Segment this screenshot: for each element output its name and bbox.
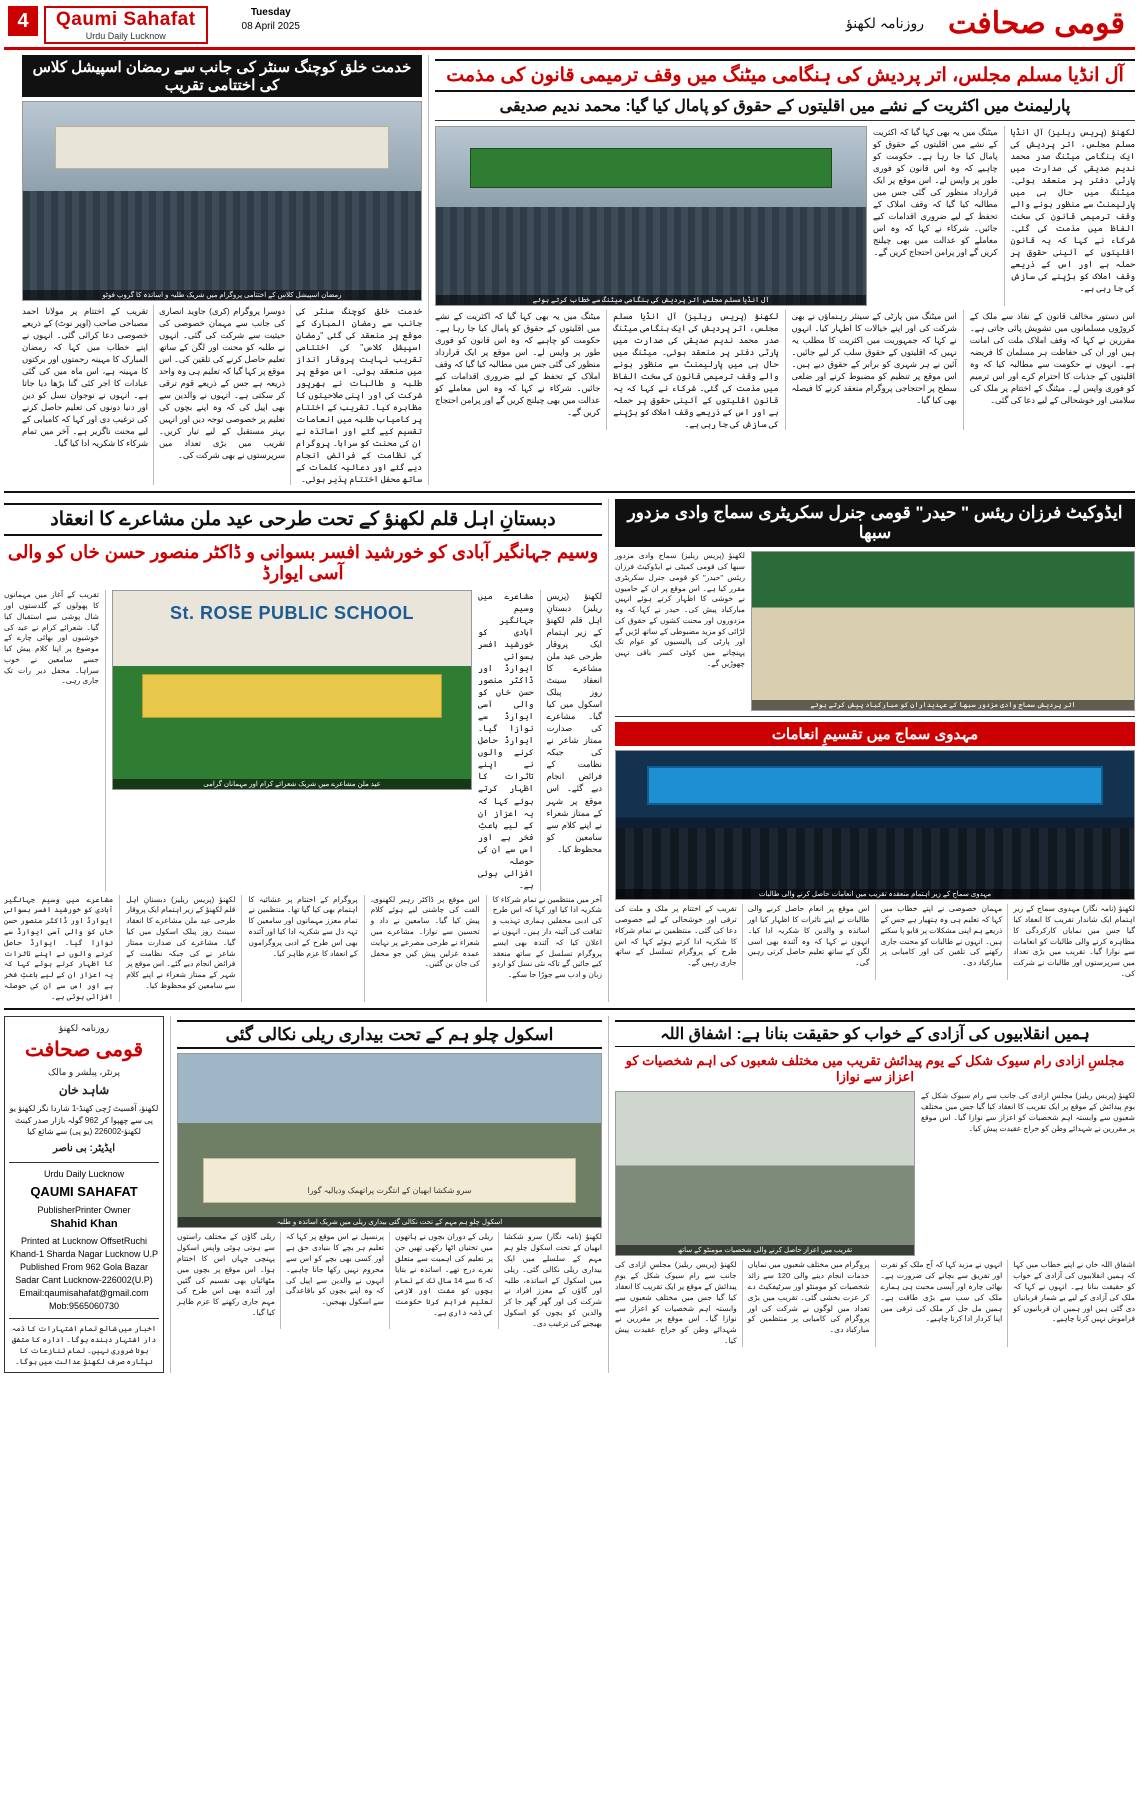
advocate-text: لکھنؤ (پریس ریلیز) سماج وادی مزدور سبھا کی قومی کمیٹی نے ایڈوکیٹ فرزان ریئس "حیدر" کو قومی جنرل سکریٹری مقرر کیا ہے۔ اس موقع پر ان کے حامیوں نے خوشی کا اظہار کرتے ہوئے انہیں مبارکباد پیش کی۔ حیدر نے کہا کہ وہ مزدوروں اور محنت کشوں کے حقوق کی لڑائی کو مزید مضبوطی کے ساتھ لڑیں گے اور پارٹی کی پالیسیوں کو عوام تک پہنچانے میں کوئی کسر باقی نہیں چھوڑیں گے۔ xyxy=(615,551,745,669)
lead-story xyxy=(435,55,1135,485)
top-left-photo-caption: رمضان اسپیشل کلاس کے اختتامی پروگرام میں شریک طلبہ و اساتذہ کا گروپ فوٹو xyxy=(23,290,421,300)
rally-photo xyxy=(177,1053,602,1228)
top-section xyxy=(4,55,1135,485)
mehdavi-photo-caption: مہدوی سماج کے زیر اہتمام منعقدہ تقریب میں انعامات حاصل کرنے والی طالبات xyxy=(616,889,1134,899)
school-sign-text: St. ROSE PUBLIC SCHOOL xyxy=(169,603,414,624)
imprint-logo-urdu: قومی صحافت xyxy=(24,1039,144,1062)
top-left-ribbon: خدمت خلق کوچنگ سنٹر کی جانب سے رمضان اسپیشل کلاس کی اختتامی تقریب xyxy=(22,55,422,97)
ashfaq-col-2: اشفاق اللہ خاں نے اپنے خطاب میں کہا کہ ہمیں انقلابیوں کی آزادی کے خواب کو حقیقت بنانا ہے۔ انہوں نے کہا کہ ملک کی آزادی کے لیے بے شمار قربانیاں دی گئی ہیں اور ہمیں ان قربانیوں کو فراموش نہیں کرنا چاہیے۔ xyxy=(1013,1260,1135,1324)
top-left-col-2: دوسرا پروگرام (کری) جاوید انصاری کی جانب سے مہمان خصوصی کی حیثیت سے شرکت کی گئی۔ انہوں نے طلبہ کو محنت اور لگن کے ساتھ تعلیم حاصل کرنے کی تلقین کی۔ اس موقع پر کہا گیا کہ تعلیم ہی وہ واحد ذریعہ ہے جس کے ذریعے قوم ترقی کر سکتی ہے۔ انہوں نے والدین سے بھی اپیل کی کہ وہ اپنے بچوں کی تعلیم پر خصوصی توجہ دیں اور انہیں بہتر مستقبل کے لیے تیار کریں۔ تقریب میں بڑی تعداد میں سرپرستوں نے بھی شرکت کی۔ xyxy=(159,306,285,461)
mehdavi-photo xyxy=(615,750,1135,900)
ashfaq-subheadline: مجلسِ ازادی رام سیوک شکل کے یوم پیدائش تقریب میں مختلف شعبوں کی اہم شخصیات کو اعزاز سے نوازا xyxy=(625,1053,1125,1085)
lead-headline-1-wrap xyxy=(435,59,1135,92)
masthead-subtitle-en: Urdu Daily Lucknow xyxy=(85,31,166,41)
imprint-en-mobile: Mob:9565060730 xyxy=(48,1301,120,1312)
rally-col-1: لکھنؤ (نامہ نگار) سرو شکشا ابھیان کے تحت اسکول چلو ہم مہم کے سلسلے میں ایک بیداری ریلی نکالی گئی۔ ریلی میں اسکول کے اساتذہ، طلبہ اور گاؤں کے معزز افراد نے شرکت کی اور گھر گھر جا کر والدین کو بچوں کو اسکول بھیجنے کی ترغیب دی۔ xyxy=(504,1232,602,1328)
imprint-block xyxy=(4,1016,164,1372)
top-left-story xyxy=(22,55,422,485)
rally-headline: اسکول چلو ہم کے تحت بیداری ریلی نکالی گئی xyxy=(225,1025,554,1045)
mehdavi-col-2: مہمان خصوصی نے اپنے خطاب میں کہا کہ تعلیم ہی وہ ہتھیار ہے جس کے ذریعے ہم اپنی مشکلات پر قابو پا سکتے ہیں۔ انہوں نے طالبات کو محنت جاری رکھنے کی تلقین کی اور کامیابی پر مبارکباد دی۔ xyxy=(880,904,1003,968)
lead-col-2: میٹنگ میں یہ بھی کہا گیا کہ اکثریت کے نشے میں اقلیتوں کے حقوق کو پامال کیا جا رہا ہے۔ حکومت کو چاہیے کہ وہ اس قانون کو فوری طور پر واپس لے۔ اس موقع پر ایک قرارداد منظور کی گئی جس میں مطالبہ کیا گیا کہ وقف املاک کے تحفظ کے لیے ضروری اقدامات کیے جائیں۔ شرکاء نے کہا کہ وہ اس معاملے کو عدالت میں بھی چیلنج کریں گے اور پرامن احتجاج کریں گے۔ xyxy=(873,127,998,258)
rally-photo-caption: اسکول چلو ہم مہم کے تحت نکالی گئی بیداری ریلی میں شریک اساتذہ و طلبہ xyxy=(178,1217,601,1227)
masthead-date-value: 08 April 2025 xyxy=(241,20,300,32)
mushaira-story xyxy=(4,499,602,1002)
mushaira-col-2: مشاعرے میں وسیم جہانگیر آبادی کو خورشید افسر بسوانی ایوارڈ اور ڈاکٹر منصور حسن خاں کو والی آسی ایوارڈ سے نوازا گیا۔ ایوارڈ حاصل کرنے والوں نے اپنے تاثرات کا اظہار کرتے ہوئے کہا کہ یہ اعزاز ان کے لیے باعثِ فخر ہے اور اس سے ان کی حوصلہ افزائی ہوئی ہے۔ xyxy=(478,591,534,890)
mehdavi-col-1: لکھنؤ (نامہ نگار) مہدوی سماج کے زیر اہتمام ایک شاندار تقریب کا انعقاد کیا گیا جس میں نمایاں کارکردگی کا مظاہرہ کرنے والی طالبات کو انعامات سے نوازا گیا۔ تقریب میں بڑی تعداد میں سرپرستوں اور طالبات نے شرکت کی۔ xyxy=(1013,904,1135,978)
advocate-headline: ایڈوکیٹ فرزان ریئس " حیدر" قومی جنرل سکریٹری سماج وادی مزدور سبھا xyxy=(615,499,1135,547)
lead-col-3: اس دستور مخالف قانون کے نفاذ سے ملک کے کروڑوں مسلمانوں میں تشویش پائی جاتی ہے۔ مقررین نے کہا کہ وقف املاک ملت کی امانت ہیں اور ان کی حفاظت ہر مسلمان کا فریضہ ہے۔ انہوں نے حکومت سے مطالبہ کیا کہ وہ اقلیتوں کے جذبات کا احترام کرے اور اس ترمیم کو فوری واپس لے۔ میٹنگ کے اختتام پر ملک کی سلامتی اور خوشحالی کے لیے دعا کی گئی۔ xyxy=(969,311,1135,406)
ashfaq-headline: ہمیں انقلابیوں کی آزادی کے خواب کو حقیقت بنانا ہے: اشفاق اللہ xyxy=(660,1026,1090,1044)
mushaira-col-1: لکھنؤ (پریس ریلیز) دبستانِ اہل قلم لکھنؤ کے زیر اہتمام ایک پروقار طرحی عید ملن مشاعرے کا انعقاد سینٹ روز پبلک اسکول میں کیا گیا۔ مشاعرے کی صدارت ممتاز شاعر نے کی جبکہ نظامت کے فرائض انجام دیے گئے۔ اس موقع پر شہر کے ممتاز شعراء نے اپنے کلام سے سامعین کو محظوظ کیا۔ xyxy=(546,591,602,854)
mushaira-col-7: لکھنؤ (پریس ریلیز) دبستانِ اہل قلم لکھنؤ کے زیر اہتمام ایک پروقار طرحی عید ملن مشاعرے کا انعقاد سینٹ روز پبلک اسکول میں کیا گیا۔ مشاعرے کی صدارت ممتاز شاعر نے کی جبکہ نظامت کے فرائض انجام دیے گئے۔ اس موقع پر شہر کے ممتاز شعراء نے اپنے کلام سے سامعین کو محظوظ کیا۔ xyxy=(126,894,236,990)
imprint-urdu-role: پرنٹر، پبلشر و مالک xyxy=(48,1067,120,1078)
masthead xyxy=(4,4,1135,50)
lead-photo xyxy=(435,126,867,306)
imprint-en-owner: Shahid Khan xyxy=(50,1218,118,1231)
masthead-title-en: Qaumi Sahafat xyxy=(56,9,196,30)
mushaira-headline: دبستانِ اہل قلم لکھنؤ کے تحت طرحی عید ملن مشاعرے کا انعقاد xyxy=(50,509,556,531)
rally-col-4: ریلی گاؤں کے مختلف راستوں سے ہوتی ہوئی واپس اسکول پہنچی جہاں اس کا اختتام ہوا۔ اس موقع پر بچوں میں مٹھائیاں بھی تقسیم کی گئیں اور آئندہ بھی اس طرح کی مہم جاری رکھنے کا عزم ظاہر کیا گیا۔ xyxy=(177,1232,275,1317)
mushaira-col-3: تقریب کے آغاز میں مہمانوں کا پھولوں کے گلدستوں اور شال پوشی سے استقبال کیا گیا۔ شعرائے کرام نے عید کی خوشیوں اور بھائی چارے کے موضوع پر اپنا کلام پیش کیا جسے سامعین نے خوب سراہا۔ محفل دیر رات تک جاری رہی۔ xyxy=(4,590,99,686)
imprint-urdu-editor: ایڈیٹر: بی ناصر xyxy=(53,1142,115,1154)
ashfaq-photo xyxy=(615,1091,915,1256)
imprint-en-published: Published From 962 Gola Bazar Sadar Cant Lucknow-226002(U.P) xyxy=(15,1262,153,1286)
imprint-urdu-city: روزنامہ لکھنؤ xyxy=(58,1023,110,1034)
advocate-photo-caption: اتر پردیش سماج وادی مزدور سبھا کے عہدیداران کو مبارکباد پیش کرتے ہوئے xyxy=(752,700,1134,710)
advocate-photo xyxy=(751,551,1135,711)
middle-section xyxy=(4,499,1135,1002)
imprint-en-role: PublisherPrinter Owner xyxy=(37,1205,131,1216)
lead-photo-caption: آل انڈیا مسلم مجلس اتر پردیش کی ہنگامی میٹنگ سے خطاب کرتے ہوئے xyxy=(436,295,866,305)
mushaira-col-8: مشاعرے میں وسیم جہانگیر آبادی کو خورشید افسر بسوانی ایوارڈ اور ڈاکٹر منصور حسن خاں کو والی آسی ایوارڈ سے نوازا گیا۔ ایوارڈ حاصل کرنے والوں نے اپنے تاثرات کا اظہار کرتے ہوئے کہا کہ یہ اعزاز ان کے لیے باعثِ فخر ہے اور اس سے ان کی حوصلہ افزائی ہوئی ہے۔ xyxy=(3,894,114,1001)
bottom-section xyxy=(4,1016,1135,1372)
imprint-en-printed: Printed at Lucknow OffsetRuchi Khand-1 Sharda Nagar Lucknow U.P xyxy=(9,1236,159,1260)
lead-headline-1: آل انڈیا مسلم مجلس، اتر پردیش کی ہنگامی میٹنگ میں وقف ترمیمی قانون کی مذمت xyxy=(446,65,1124,86)
imprint-note: اخبار میں شائع تمام اشتہارات کا ذمہ دار اشتہار دہندہ ہوگا۔ ادارہ کا متفق ہونا ضروری نہیں۔ تمام تنازعات کا نپٹارہ صرف لکھنؤ عدالت میں ہوگا۔ xyxy=(11,1324,157,1366)
top-left-col-1: خدمت خلق کوچنگ سنٹر کی جانب سے رمضان المبارک کے موقع پر منعقد کی گئی "رمضان اسپیشل کلاس" کی اختتامی تقریب نہایت پروقار انداز میں منعقد ہوئی۔ اس موقع پر طلبہ و طالبات نے بھرپور شرکت کی اور اپنی صلاحیتوں کا مظاہرہ کیا۔ تقریب کے اختتام پر کامیاب طلبہ میں انعامات تقسیم کیے گئے اور اساتذہ نے ان کی محنت کو سراہا۔ پروگرام کی نظامت کے فرائض انجام دیے گئے اور دعائیہ کلمات کے ساتھ محفل اختتام پذیر ہوئی۔ xyxy=(296,306,422,485)
mushaira-subheadline: وسیم جہانگیر آبادی کو خورشید افسر بسوانی و ڈاکٹر منصور حسن خاں کو والی آسی ایوارڈ xyxy=(7,542,599,584)
mehdavi-col-3: اس موقع پر انعام حاصل کرنے والی طالبات نے اپنے تاثرات کا اظہار کیا اور اساتذہ و والدین کا شکریہ ادا کیا۔ انہوں نے کہا کہ وہ آئندہ بھی اسی لگن کے ساتھ تعلیم حاصل کرتی رہیں گی۔ xyxy=(747,904,870,968)
lead-col-6: میٹنگ میں یہ بھی کہا گیا کہ اکثریت کے نشے میں اقلیتوں کے حقوق کو پامال کیا جا رہا ہے۔ حکومت کو چاہیے کہ وہ اس قانون کو فوری طور پر واپس لے۔ اس موقع پر ایک قرارداد منظور کی گئی جس میں مطالبہ کیا گیا کہ وقف املاک کے تحفظ کے لیے ضروری اقدامات کیے جائیں۔ شرکاء نے کہا کہ وہ اس معاملے کو عدالت میں بھی چیلنج کریں گے اور پرامن احتجاج کریں گے۔ xyxy=(435,311,601,418)
mehdavi-headline: مہدوی سماج میں تقسیمِ انعامات xyxy=(615,722,1135,746)
lead-col-5: لکھنؤ (پریس ریلیز) آل انڈیا مسلم مجلس، اتر پردیش کی ایک ہنگامی میٹنگ صدر محمد ندیم صدیقی کی صدارت میں پارٹی دفتر پر منعقد ہوئی۔ میٹنگ میں حال ہی میں پارلیمنٹ سے منظور ہونے والے وقف ترمیمی قانون کی سخت الفاظ میں مذمت کی گئی۔ شرکاء نے کہا کہ یہ قانون اقلیتوں کے آئینی حقوق پر حملہ ہے اور اس کے ذریعے وقف املاک کو ہڑپنے کی سازش کی جا رہی ہے۔ xyxy=(613,311,779,430)
masthead-day: Tuesday xyxy=(250,7,291,18)
ashfaq-photo-caption: تقریب میں اعزاز حاصل کرنے والی شخصیات مومنٹو کے ساتھ xyxy=(616,1245,914,1255)
rally-col-2: ریلی کے دوران بچوں نے ہاتھوں میں تختیاں اٹھا رکھی تھیں جن پر تعلیم کی اہمیت سے متعلق نعرے درج تھے۔ اساتذہ نے بتایا کہ 6 سے 14 سال تک کے تمام بچوں کو مفت اور لازمی تعلیم فراہم کرنا حکومت کی ذمہ داری ہے۔ xyxy=(395,1232,493,1317)
imprint-en-daily: Urdu Daily Lucknow xyxy=(43,1169,125,1180)
mehdavi-col-4: تقریب کے اختتام پر ملک و ملت کی ترقی اور خوشحالی کے لیے خصوصی دعا کی گئی۔ منتظمین نے تمام شرکاء کا شکریہ ادا کرتے ہوئے کہا کہ اس طرح کے پروگرام تسلسل کے ساتھ جاری رہیں گے۔ xyxy=(615,904,737,968)
masthead-date xyxy=(242,6,300,41)
masthead-title-urdu: قومی صحافت xyxy=(947,7,1125,40)
imprint-en-email: Email:qaumisahafat@gmail.com xyxy=(19,1288,149,1299)
rally-col-3: پرنسپل نے اس موقع پر کہا کہ تعلیم ہر بچے کا بنیادی حق ہے اور کسی بھی بچے کو اس سے محروم نہیں رکھا جانا چاہیے۔ انہوں نے والدین سے اپیل کی کہ وہ اپنے بچوں کو باقاعدگی سے اسکول بھیجیں۔ xyxy=(286,1232,384,1307)
rally-banner-text: سرو شکشا ابھیان کے انتگرت پراتھمک ودیالیہ گورا xyxy=(307,1186,472,1196)
mushaira-col-5: اس موقع پر ڈاکٹر رہبر لکھنوی، الفت کی چاشنی لیے ہوئے کلام پیش کیا گیا۔ سامعین نے داد و تحسین سے نوازا۔ مشاعرے میں شعراء نے طرحی مصرعے پر نہایت عمدہ غزلیں پیش کیں جو محفل کی جان بن گئیں۔ xyxy=(370,894,480,969)
lead-col-4: اس میٹنگ میں پارٹی کے سینئر رہنماؤں نے بھی شرکت کی اور اپنے خیالات کا اظہار کیا۔ انہوں نے کہا کہ جمہوریت میں اکثریت کا مطلب یہ نہیں کہ اقلیتوں کے حقوق سلب کر لیے جائیں۔ آئین نے ہر شہری کو برابر کے حقوق دیے ہیں۔ اس موقع پر تنظیم کو مضبوط کرنے اور ضلعی سطح پر احتجاجی پروگرام منعقد کرنے کا فیصلہ بھی کیا گیا۔ xyxy=(791,311,957,406)
right-middle-group xyxy=(615,499,1135,1002)
rally-story xyxy=(177,1016,602,1372)
mushaira-headline-wrap xyxy=(4,503,602,536)
mushaira-col-4: آخر میں منتظمین نے تمام شرکاء کا شکریہ ادا کیا اور کہا کہ اس طرح کی ادبی محفلیں ہماری تہذیب و ثقافت کی آئینہ دار ہیں۔ انہوں نے اعلان کیا کہ آئندہ بھی ایسے پروگرام تسلسل کے ساتھ منعقد کیے جائیں گے تاکہ نئی نسل کو اردو زبان و ادب سے جوڑا جا سکے۔ xyxy=(492,894,602,980)
top-left-photo xyxy=(22,101,422,301)
mushaira-col-6: پروگرام کے اختتام پر عشائیہ کا اہتمام بھی کیا گیا تھا۔ منتظمین نے تمام معزز مہمانوں اور سامعین کا تہہ دل سے شکریہ ادا کیا اور آئندہ بھی اس طرح کے ادبی پروگراموں کے انعقاد کا عزم ظاہر کیا۔ xyxy=(248,894,358,958)
mushaira-photo xyxy=(112,590,472,790)
masthead-urdu-subtitle: روزنامہ لکھنؤ xyxy=(846,15,924,31)
ashfaq-col-4: پروگرام میں مختلف شعبوں میں نمایاں خدمات انجام دینے والی 120 سے زائد شخصیات کو مومنٹو اور سرٹیفکیٹ دے کر عزت بخشی گئی۔ تقریب میں بڑی تعداد میں لوگوں نے شرکت کی اور پروگرام کی کامیابی پر منتظمین کو مبارکباد دی۔ xyxy=(747,1260,870,1335)
imprint-urdu-owner: شاہد خان xyxy=(58,1082,110,1097)
ashfaq-col-5: لکھنؤ (پریس ریلیز) مجلسِ ازادی کی جانب سے رام سیوک شکل کے یومِ پیدائش کے موقع پر ایک تقریب کا انعقاد کیا گیا جس میں مختلف شعبوں سے وابستہ اہم شخصیات کو اعزاز سے نوازا گیا۔ اس موقع پر مقررین نے شہدائے وطن کو خراج عقیدت پیش کیا۔ xyxy=(615,1260,737,1345)
lead-headline-2: پارلیمنٹ میں اکثریت کے نشے میں اقلیتوں کے حقوق کو پامال کیا گیا: محمد ندیم صدیقی xyxy=(435,96,1135,121)
ashfaq-col-1: لکھنؤ (پریس ریلیز) مجلسِ ازادی کی جانب سے رام سیوک شکل کے یومِ پیدائش کے موقع پر ایک تقریب کا انعقاد کیا گیا جس میں مختلف شعبوں سے وابستہ اہم شخصیات کو اعزاز سے نوازا گیا۔ اس موقع پر مقررین نے شہدائے وطن کو خراج عقیدت پیش کیا۔ xyxy=(921,1091,1135,1133)
imprint-en-title: QAUMI SAHAFAT xyxy=(30,1184,138,1200)
masthead-logo-en xyxy=(44,6,208,44)
lead-col-1: لکھنؤ (پریس ریلیز) آل انڈیا مسلم مجلس، اتر پردیش کی ایک ہنگامی میٹنگ صدر محمد ندیم صدیقی کی صدارت میں پارٹی دفتر پر منعقد ہوئی۔ میٹنگ میں حال ہی میں پارلیمنٹ سے منظور ہونے والے وقف ترمیمی قانون کی سخت الفاظ میں مذمت کی گئی۔ شرکاء نے کہا کہ یہ قانون اقلیتوں کے آئینی حقوق پر حملہ ہے اور اس کے ذریعے وقف املاک کو ہڑپنے کی سازش کی جا رہی ہے۔ xyxy=(1010,127,1135,294)
ashfaq-col-3: انہوں نے مزید کہا کہ آج ملک کو نفرت اور تفریق سے بچانے کی ضرورت ہے۔ بھائی چارہ اور آپسی محبت ہی ہمارے ملک کی سب سے بڑی طاقت ہے۔ ہمیں مل جل کر ملک کی ترقی میں اپنا کردار ادا کرنا چاہیے۔ xyxy=(880,1260,1003,1324)
imprint-urdu-address: لکھنؤ، آفسیٹ رُچی کھنڈ-1 شاردا نگر لکھنؤ یو پی سے چھپوا کر 962 گولہ بازار صدر کینٹ لکھنؤ-226002 (یو پی) سے شائع کیا xyxy=(9,1103,159,1137)
page-number: 4 xyxy=(8,6,38,36)
ashfaq-story xyxy=(615,1016,1135,1372)
mushaira-photo-caption: عید ملن مشاعرے میں شریک شعرائے کرام اور مہمانان گرامی xyxy=(113,779,471,789)
top-left-col-3: تقریب کے اختتام پر مولانا احمد مصباحی صاحب (اوپر نوٹ) کے ذریعے خصوصی دعا کرائی گئی۔ انہوں نے اپنے خطاب میں کہا کہ رمضان المبارک کا مہینہ رحمتوں اور برکتوں کا مہینہ ہے، اس ماہ میں کی گئی عبادات کا اجر کئی گنا بڑھا دیا جاتا ہے۔ انہوں نے نوجوان نسل کو دین اور دنیا دونوں کی تعلیم حاصل کرنے کی ترغیب دی اور کہا کہ کامیابی کے لیے محنت ناگزیر ہے۔ آخر میں تمام شرکاء کا شکریہ ادا کیا گیا۔ xyxy=(22,306,148,449)
